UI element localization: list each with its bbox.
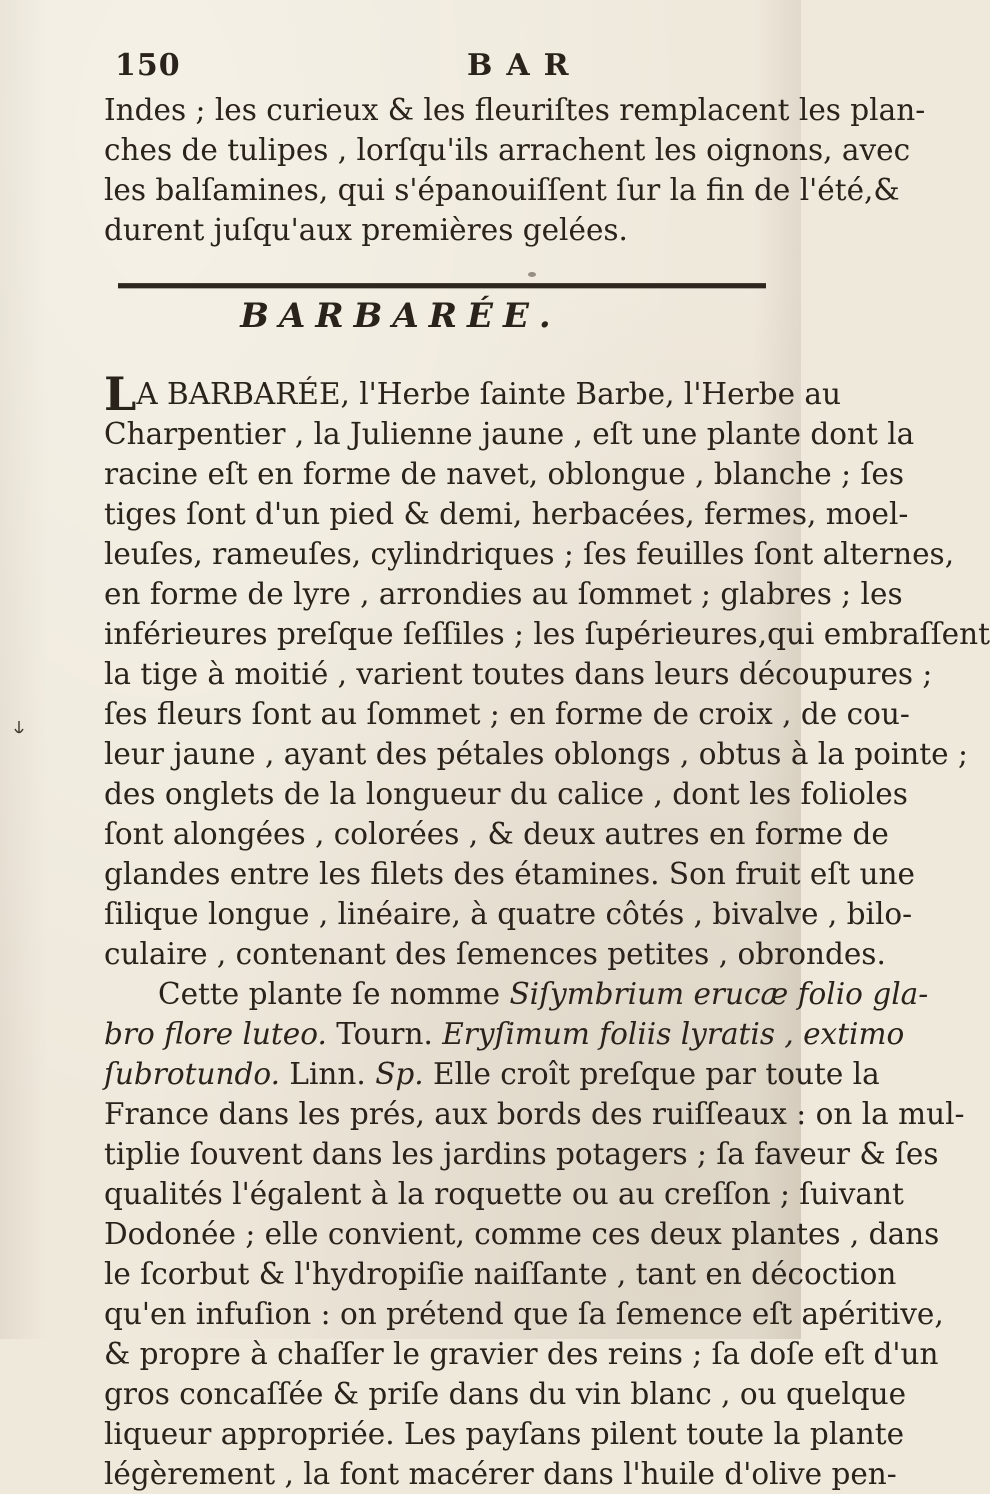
first-line-rest: l'Herbe ſainte Barbe, l'Herbe au xyxy=(349,377,842,411)
text-line: qu'en infuſion : on prétend que ſa ſemence eſt apéritive, xyxy=(104,1297,944,1331)
latin-name: Siſymbrium erucæ folio gla- xyxy=(509,977,929,1011)
text-line: ſilique longue , linéaire, à quatre côtés , bivalve , bilo- xyxy=(104,897,913,931)
text-line: France dans les prés, aux bords des ruiſſeaux : on la mul- xyxy=(104,1097,965,1131)
text-line: racine eſt en forme de navet, oblongue , blanche ; ſes xyxy=(104,457,904,491)
text-line: qualités l'égalent à la roquette ou au creſſon ; ſuivant xyxy=(104,1177,904,1211)
latin-name: Sp. xyxy=(375,1057,424,1091)
text-line: les balſamines, qui s'épanouiſſent ſur la fin de l'été,& xyxy=(104,173,900,207)
margin-mark-icon xyxy=(12,720,26,736)
text-run: Linn. xyxy=(280,1057,376,1091)
drop-cap: L xyxy=(104,367,137,421)
latin-name: bro flore luteo. xyxy=(104,1017,327,1051)
text-line: Charpentier , la Julienne jaune , eſt une plante dont la xyxy=(104,417,915,451)
text-line: glandes entre les filets des étamines. Son fruit eſt une xyxy=(104,857,915,891)
text-line xyxy=(104,1054,880,1094)
latin-name: Eryſimum foliis lyratis , extimo xyxy=(442,1017,905,1051)
text-line: leur jaune , ayant des pétales oblongs , obtus à la pointe ; xyxy=(104,737,968,771)
page-number: 150 xyxy=(115,48,181,83)
text-line: en forme de lyre , arrondies au ſommet ; glabres ; les xyxy=(104,577,903,611)
text-run: Tourn. xyxy=(326,1017,443,1051)
text-line: Dodonée ; elle convient, comme ces deux plantes , dans xyxy=(104,1217,940,1251)
text-line: le ſcorbut & l'hydropiſie naiſſante , tant en décoction xyxy=(104,1257,897,1291)
section-divider-shadow xyxy=(118,287,766,289)
text-line: tiplie ſouvent dans les jardins potagers ; ſa faveur & ſes xyxy=(104,1137,939,1171)
section-title: BARBARÉE. xyxy=(240,296,561,336)
latin-name: ſubrotundo. xyxy=(104,1057,281,1091)
intro-paragraph xyxy=(104,90,926,250)
text-line: la tige à moitié , varient toutes dans leurs découpures ; xyxy=(104,657,933,691)
text-line: leuſes, rameuſes, cylindriques ; ſes feuilles ſont alternes, xyxy=(104,537,955,571)
text-run: Elle croît preſque par toute la xyxy=(423,1057,880,1091)
text-line: légèrement , la font macérer dans l'huile d'olive pen- xyxy=(104,1457,897,1491)
text-line: liqueur appropriée. Les payſans pilent toute la plante xyxy=(104,1417,905,1451)
text-line: ſont alongées , colorées , & deux autres en forme de xyxy=(104,817,889,851)
text-line: & propre à chaſſer le gravier des reins ; ſa doſe eſt d'un xyxy=(104,1337,939,1371)
text-line: inférieures preſque ſeſſiles ; les ſupérieures,qui embraſſent xyxy=(104,617,990,651)
text-line: tiges ſont d'un pied & demi, herbacées, fermes, moel- xyxy=(104,497,909,531)
text-line: gros concaſſée & priſe dans du vin blanc , ou quelque xyxy=(104,1377,907,1411)
text-line: Indes ; les curieux & les fleuriſtes remplacent les plan- xyxy=(104,93,926,127)
text-line: des onglets de la longueur du calice , dont les folioles xyxy=(104,777,908,811)
text-line: culaire , contenant des ſemences petites , obrondes. xyxy=(104,937,886,971)
first-line xyxy=(104,367,842,421)
text-line: ſes fleurs ſont au ſommet ; en forme de croix , de cou- xyxy=(104,697,910,731)
text-run: Cette plante ſe nomme xyxy=(158,977,510,1011)
running-head: BAR xyxy=(467,48,583,83)
entry-name: A BARBARÉE, xyxy=(136,377,350,411)
main-paragraph xyxy=(104,367,990,1494)
text-line: durent juſqu'aux premières gelées. xyxy=(104,213,628,247)
text-line: ches de tulipes , lorſqu'ils arrachent les oignons, avec xyxy=(104,133,911,167)
text-line xyxy=(104,1014,905,1054)
ink-spot xyxy=(528,272,536,277)
text-line xyxy=(104,974,929,1014)
